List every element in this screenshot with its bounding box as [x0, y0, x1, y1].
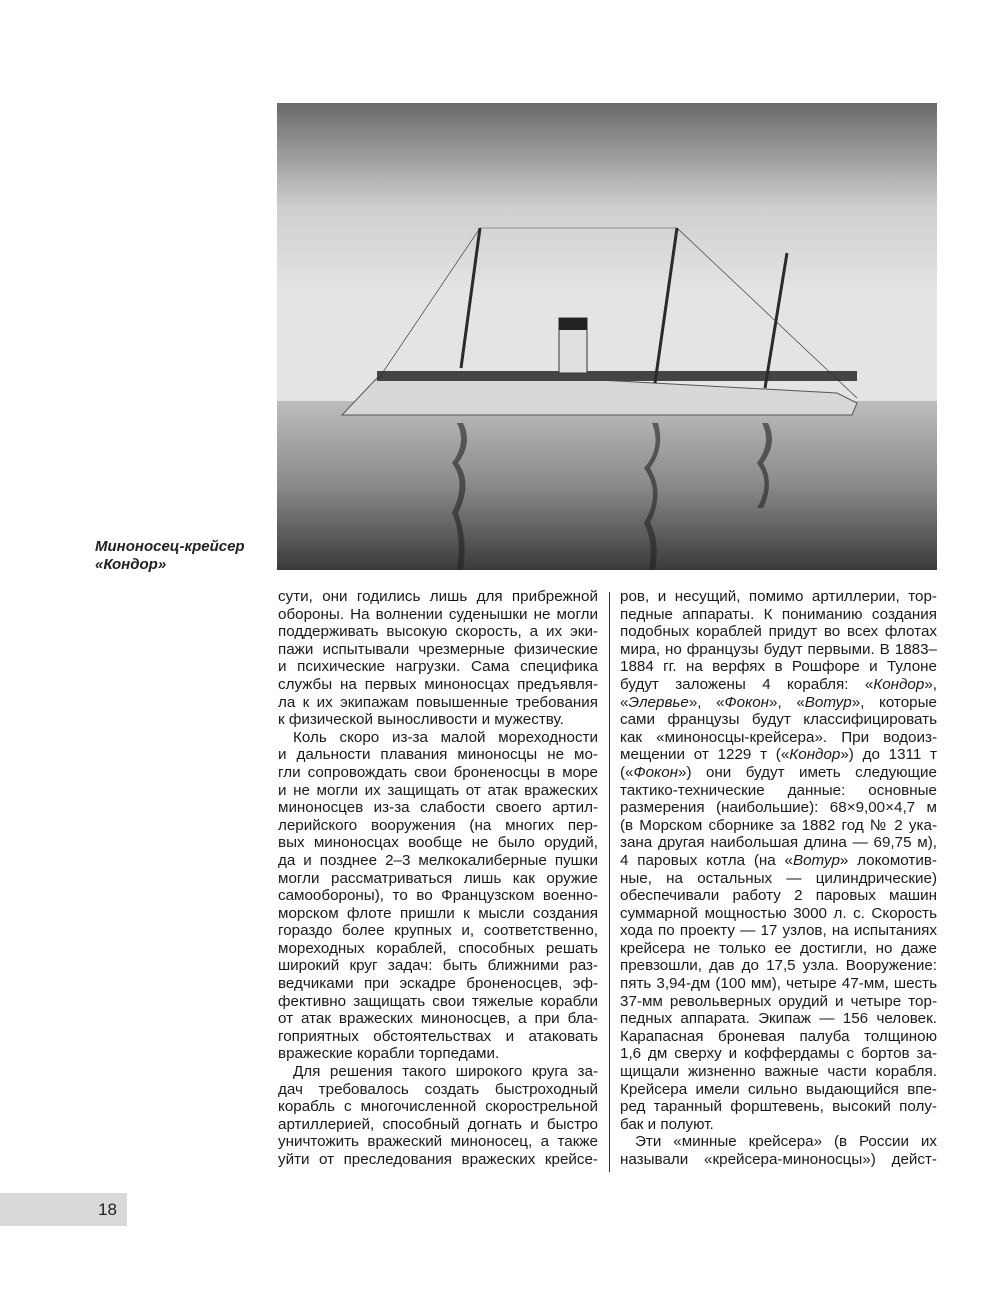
text-line [620, 957, 937, 975]
text-segment: ров, и несущий, помимо артиллерии, тор- [620, 588, 937, 605]
text-segment: (в Морском сборнике за 1882 год № 2 ука- [620, 816, 937, 834]
page-number: 18 [98, 1200, 117, 1219]
text-line [620, 799, 937, 817]
text-segment: обеспечивали работу 2 паровых машин [620, 887, 937, 905]
text-line [620, 694, 937, 712]
text-segment: мира, но французы будут первыми. В 1883– [620, 640, 937, 658]
text-line [278, 782, 598, 800]
text-line [620, 676, 937, 694]
text-line [278, 729, 598, 747]
text-segment: », « [769, 693, 805, 711]
text-segment: уйти от преследования вражеских крейсе- [278, 1151, 598, 1168]
text-segment: как «миноносцы-крейсера». При водоиз- [620, 728, 937, 746]
text-segment: ные, на остальных — цилиндрические) [620, 869, 937, 887]
text-segment: бак и полуют. [620, 1115, 714, 1133]
text-line [620, 975, 937, 993]
text-segment: подобных кораблей придут во всех флотах [620, 623, 937, 641]
text-line [620, 1116, 937, 1134]
text-segment: крейсера не только ее достигли, но даже [620, 939, 937, 957]
text-line [620, 1081, 937, 1099]
text-line [620, 623, 937, 641]
text-line [278, 817, 598, 835]
text-segment: ред таранный форштевень, высокий полу- [620, 1098, 937, 1116]
ship-name: Вотур [792, 851, 840, 869]
text-line [620, 834, 937, 852]
text-line [620, 764, 937, 782]
text-segment: ведчиками при эскадре броненосцев, эф- [278, 975, 598, 993]
text-segment: » локомотив- [839, 851, 937, 869]
text-line [620, 641, 937, 659]
text-segment: педные аппараты. К пониманию создания [620, 605, 937, 623]
text-segment: Коль скоро из-за малой мореходности [293, 728, 598, 746]
text-segment: ла к их экипажам повышенные требования [278, 693, 598, 711]
text-segment: лерийского вооружения (на многих пер- [278, 816, 598, 834]
text-line [620, 1028, 937, 1046]
text-segment: и психические нагрузки. Сама специфика [278, 658, 598, 676]
text-line [278, 676, 598, 694]
text-line [278, 746, 598, 764]
ship-photo [277, 103, 937, 570]
text-segment: мещении от 1229 т (« [620, 746, 790, 764]
text-segment: ») до 1311 т [840, 746, 937, 764]
text-line [620, 658, 937, 676]
text-segment: вражеские корабли торпедами. [278, 1045, 500, 1063]
text-line [278, 957, 598, 975]
text-segment: сами французы будут классифицировать [620, 711, 937, 729]
text-line [620, 782, 937, 800]
text-column-left [278, 588, 598, 1169]
text-segment: 37-мм револьверных орудий и четыре тор- [620, 992, 937, 1010]
text-segment: дач требовалось создать быстроходный [278, 1080, 598, 1098]
text-segment: », [924, 675, 937, 693]
ship-name: Фокон [633, 763, 679, 781]
text-line [620, 1063, 937, 1081]
text-segment: морском флоте пришли к мысли создания [278, 904, 598, 922]
text-segment: (« [620, 763, 634, 781]
text-segment: « [620, 693, 629, 711]
ship-name: Кондор [789, 746, 841, 764]
text-segment: будут заложены 4 корабля: « [620, 675, 874, 693]
text-segment: поддерживать высокую скорость, а их эки- [278, 623, 598, 641]
text-line [278, 887, 598, 905]
text-segment: Для решения такого широкого круга за- [293, 1063, 598, 1081]
ship-name: Вотур [804, 693, 852, 711]
text-segment: сути, они годились лишь для прибрежной [278, 588, 598, 605]
text-line [620, 852, 937, 870]
text-column-right [620, 588, 937, 1169]
text-line [278, 1133, 598, 1151]
text-segment: называли «крейсера-миноносцы») дейст- [620, 1151, 937, 1168]
text-line [278, 711, 598, 729]
text-segment: могли рассматриваться лишь как оружие [278, 869, 598, 887]
text-line [278, 1081, 598, 1099]
text-segment: гли сопровождать свои броненосцы в море [278, 763, 598, 781]
text-line [278, 658, 598, 676]
text-segment: пажи испытывали чрезмерные физические [278, 640, 598, 658]
text-line [620, 887, 937, 905]
text-line [620, 606, 937, 624]
text-line [278, 1028, 598, 1046]
text-segment: Крейсера имели сильно выдающийся впе- [620, 1080, 937, 1098]
text-line [620, 940, 937, 958]
text-segment: мореходных кораблей, способных решать [278, 939, 598, 957]
caption-line: Миноносец-крейсер [95, 538, 245, 555]
text-segment: 1,6 дм сверху и коффердамы с бортов за- [620, 1045, 937, 1063]
text-line [620, 588, 937, 606]
text-line [620, 1010, 937, 1028]
text-segment: и не могли их защищать от атак вражеских [278, 781, 598, 799]
text-line [278, 641, 598, 659]
text-line [278, 993, 598, 1011]
column-divider [609, 592, 610, 1172]
text-segment: широкий круг задач: быть ближними раз- [278, 957, 598, 975]
text-segment: Эти «минные крейсера» (в России их [635, 1133, 937, 1151]
text-segment: тактико-технические данные: основные [620, 781, 937, 799]
ship-name: Фокон [724, 693, 770, 711]
text-segment: самообороны), то во Французском военно- [278, 887, 598, 905]
text-segment: гораздо более крупных и, соответственно, [278, 922, 598, 940]
text-segment: службы на первых миноносцах предъявля- [278, 675, 598, 693]
text-line [278, 1116, 598, 1134]
text-segment: да и позднее 2–3 мелкокалиберные пушки [278, 851, 598, 869]
text-segment: 1884 гг. на верфях в Рошфоре и Тулоне [620, 658, 937, 676]
text-line [278, 1098, 598, 1116]
text-segment: артиллерией, способный догнать и быстро [278, 1115, 598, 1133]
text-line [278, 799, 598, 817]
text-line [278, 623, 598, 641]
text-line [620, 1133, 937, 1151]
text-line [278, 852, 598, 870]
text-line [278, 694, 598, 712]
text-segment: гоприятных обстоятельствах и атаковать [278, 1027, 598, 1045]
text-segment: и дальности плавания миноносцы не мо- [278, 746, 598, 764]
text-segment: педных аппарата. Экипаж — 156 человек. [620, 1010, 937, 1028]
text-line [620, 993, 937, 1011]
text-segment: корабль с многочисленной скорострельной [278, 1098, 598, 1116]
text-line [620, 729, 937, 747]
text-segment: », « [688, 693, 725, 711]
text-segment: зана другая наибольшая длина — 69,75 м), [620, 834, 937, 852]
text-line [278, 922, 598, 940]
text-segment: суммарной мощностью 3000 л. с. Скорость [620, 904, 937, 922]
text-line [278, 834, 598, 852]
text-segment: 4 паровых котла (на « [620, 851, 793, 869]
text-line [278, 1010, 598, 1028]
ship-name: Кондор [873, 675, 925, 693]
photo-caption [95, 538, 275, 574]
text-line [278, 606, 598, 624]
text-line [620, 746, 937, 764]
text-segment: размерения (наибольшие): 68×9,00×4,7 м [620, 799, 937, 817]
text-segment: превзошли, дав до 17,5 узла. Вооружение: [620, 957, 937, 975]
text-line [278, 870, 598, 888]
text-segment: щищали жизненно важные части корабля. [620, 1063, 937, 1081]
text-segment: вых миноносцах вообще не было орудий, [278, 834, 598, 852]
text-line [278, 1151, 598, 1169]
text-line [620, 1045, 937, 1063]
text-line [278, 940, 598, 958]
text-segment: к физической выносливости и мужеству. [278, 711, 564, 729]
text-segment: пять 3,94-дм (100 мм), четыре 47-мм, шесть [620, 975, 937, 993]
text-line [620, 905, 937, 923]
text-line [620, 1151, 937, 1169]
text-line [620, 870, 937, 888]
text-line [620, 1098, 937, 1116]
caption-line: «Кондор» [95, 556, 167, 573]
text-line [278, 975, 598, 993]
text-segment: хода по проекту — 17 узлов, на испытаниях [620, 922, 937, 940]
page-number-box [0, 1193, 127, 1226]
text-line [278, 588, 598, 606]
text-segment: фективно защищать свои тяжелые корабли [278, 992, 598, 1010]
text-segment: Карапасная броневая палуба толщиною [620, 1027, 937, 1045]
text-segment: », которые [851, 693, 937, 711]
text-line [278, 764, 598, 782]
text-line [620, 922, 937, 940]
text-line [620, 711, 937, 729]
text-line [278, 1063, 598, 1081]
text-segment: обороны. На волнении суденышки не могли [278, 605, 598, 623]
text-line [278, 905, 598, 923]
text-segment: ») они будут иметь следующие [678, 763, 937, 781]
text-line [620, 817, 937, 835]
text-line [278, 1045, 598, 1063]
text-segment: миноносцев из-за слабости своего артил- [278, 799, 598, 817]
ship-name: Элервье [628, 693, 689, 711]
text-segment: уничтожить вражеский миноносец, а также [278, 1133, 598, 1151]
text-segment: от атак вражеских миноносцев, а при бла- [278, 1010, 598, 1028]
